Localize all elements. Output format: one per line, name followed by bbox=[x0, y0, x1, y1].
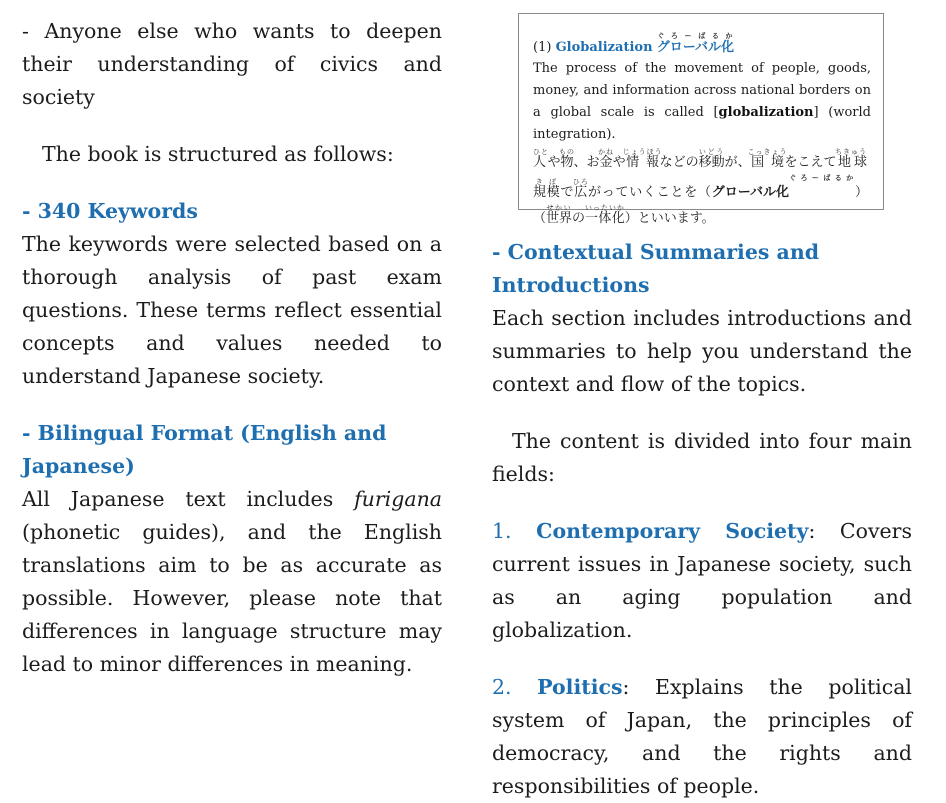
fields-intro: The content is divided into four main fields: bbox=[492, 429, 912, 486]
ja-word-text: 規模 bbox=[533, 185, 561, 200]
ja-word bbox=[559, 148, 576, 170]
figure-japanese-text bbox=[533, 148, 871, 230]
ja-word bbox=[622, 148, 663, 170]
ja-word-ruby: いったいか bbox=[584, 204, 625, 212]
structure-intro: The book is structured as follows: bbox=[42, 142, 394, 166]
ja-word-ruby: かね bbox=[598, 148, 615, 156]
ja-text: をこえて bbox=[784, 155, 837, 170]
field-name: Contemporary Society bbox=[536, 519, 809, 543]
ja-text: の bbox=[572, 211, 586, 226]
ja-word-text: 世界 bbox=[546, 211, 573, 226]
field-politics bbox=[492, 671, 912, 803]
ja-word bbox=[747, 148, 788, 170]
figure-title bbox=[533, 31, 871, 56]
ja-word-text: 金 bbox=[598, 155, 615, 170]
keywords-body: The keywords were selected based on a thorough analysis of past exam questions. These terms reflect essential concepts and values needed to understand Japanese society. bbox=[22, 232, 442, 388]
ja-word bbox=[572, 178, 589, 200]
ja-word-text: 移動 bbox=[698, 155, 725, 170]
ja-word-ruby: きぼ bbox=[533, 178, 560, 186]
ja-word bbox=[546, 204, 573, 226]
ja-text: や bbox=[612, 155, 626, 170]
ja-word bbox=[598, 148, 615, 170]
ja-answer-word bbox=[712, 174, 855, 204]
figure-number: (1) bbox=[533, 40, 552, 55]
ja-word bbox=[533, 148, 549, 170]
field-number: 1. bbox=[492, 519, 512, 543]
ja-word-ruby: ちきゅう bbox=[835, 148, 867, 156]
figure-en-pre: The process of the movement of people, goods, money, and information across national borders on a global scale is called [ bbox=[533, 61, 871, 120]
ja-word-text: 地球 bbox=[835, 155, 867, 170]
figure-en-post: ] (world integration). bbox=[533, 105, 871, 142]
ja-word-text: 人 bbox=[533, 155, 549, 170]
left-column bbox=[22, 0, 442, 681]
ja-word-ruby: じょうほう bbox=[622, 148, 663, 156]
ja-text: ）（ bbox=[533, 185, 868, 226]
figure-term-ja-text: グローバル化 bbox=[656, 40, 735, 55]
field-description: : Covers current issues in Japanese society, such as an aging population and globalization. bbox=[492, 519, 912, 642]
ja-text: ）といいます。 bbox=[624, 211, 715, 226]
figure-en-bold: globalization bbox=[718, 105, 814, 120]
ja-word-text: 広 bbox=[572, 185, 589, 200]
contextual-body: Each section includes introductions and summaries to help you understand the context and flow of the topics. bbox=[492, 306, 912, 396]
figure-english-text bbox=[533, 58, 871, 146]
bilingual-body-post: (phonetic guides), and the English translations aim to be as accurate as possible. However, please note that differences in language structure may lead to minor differences in meaning. bbox=[22, 520, 442, 676]
ja-text: が、 bbox=[724, 155, 751, 170]
contextual-heading: - Contextual Summaries and Introductions bbox=[492, 240, 820, 297]
ja-word-text: 一体化 bbox=[584, 211, 625, 226]
bilingual-body bbox=[22, 483, 442, 681]
ja-text: や bbox=[547, 155, 561, 170]
ja-text: 、お bbox=[573, 155, 600, 170]
ja-text: で bbox=[560, 185, 575, 200]
field-contemporary-society bbox=[492, 515, 912, 647]
ja-word-text: 物 bbox=[559, 155, 576, 170]
field-name: Politics bbox=[537, 675, 623, 699]
ja-text: などの bbox=[659, 155, 699, 170]
bilingual-body-pre: All Japanese text includes bbox=[22, 487, 355, 511]
furigana-term: furigana bbox=[354, 487, 442, 511]
ja-word-ruby: もの bbox=[559, 148, 576, 156]
ja-word-text: 国境 bbox=[747, 155, 788, 170]
field-number: 2. bbox=[492, 675, 512, 699]
ja-word bbox=[584, 204, 625, 226]
ja-text: がっていくことを（ bbox=[587, 185, 712, 200]
ja-word-ruby: せかい bbox=[546, 204, 573, 212]
figure-term-ja bbox=[656, 31, 735, 55]
ja-word-text: グローバル化 bbox=[711, 185, 790, 200]
field-description: : Explains the political system of Japan, the principles of democracy, and the rights and responsibilities of people. bbox=[492, 675, 912, 798]
ja-word bbox=[698, 148, 725, 170]
keywords-heading: - 340 Keywords bbox=[22, 199, 198, 223]
right-column bbox=[492, 236, 912, 803]
ja-word bbox=[533, 178, 561, 200]
ja-word-ruby: いどう bbox=[698, 148, 725, 156]
globalization-figure bbox=[518, 13, 884, 226]
ja-word-ruby: ひろ bbox=[572, 178, 589, 186]
figure-term-ja-ruby: ぐ ろ ー ば る か bbox=[656, 31, 735, 40]
ja-word bbox=[835, 148, 867, 170]
ja-word-ruby: こっきょう bbox=[747, 148, 788, 156]
ja-word-text: 情報 bbox=[622, 155, 663, 170]
ja-word-ruby: ひと bbox=[533, 148, 549, 156]
bilingual-heading: - Bilingual Format (English and Japanese) bbox=[22, 421, 387, 478]
figure-term: Globalization bbox=[555, 40, 653, 55]
ja-word-ruby: ぐ ろ ー ば る か bbox=[789, 174, 855, 182]
audience-bullet: - Anyone else who wants to deepen their understanding of civics and society bbox=[22, 19, 442, 109]
